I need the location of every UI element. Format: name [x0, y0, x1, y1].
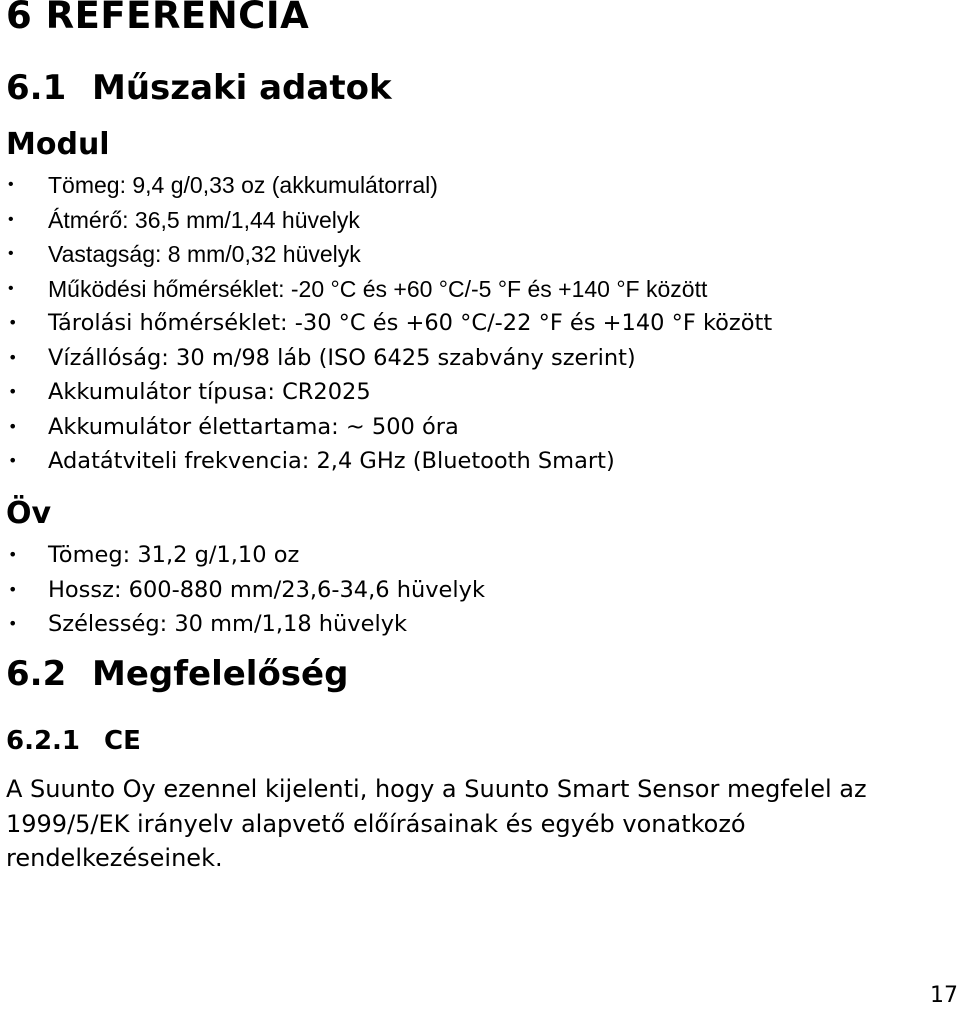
list-item: • Átmérő: 36,5 mm/1,44 hüvelyk [6, 203, 707, 238]
bullet-icon: • [8, 614, 18, 633]
list-item: • Adatátviteli frekvencia: 2,4 GHz (Bluetooth Smart) [6, 444, 772, 479]
bullet-icon: • [8, 451, 18, 470]
list-item: • Vastagság: 8 mm/0,32 hüvelyk [6, 237, 707, 272]
ov-heading: Öv [6, 496, 52, 531]
bullet-icon: • [8, 245, 14, 262]
section-6-2-1-heading [6, 726, 141, 756]
modul-heading: Modul [6, 127, 110, 162]
section-title: CE [104, 726, 141, 756]
page-number: 17 [930, 983, 958, 1008]
ce-declaration-text: A Suunto Oy ezennel kijelenti, hogy a Suunto Smart Sensor megfelel az 1999/5/EK irányelv alapvető előírásainak és egyéb vonatkozó rendelkezéseinek. [6, 775, 867, 872]
bullet-icon: • [8, 416, 18, 436]
list-item: • Akkumulátor típusa: CR2025 [6, 375, 772, 410]
list-item: • Tárolási hőmérséklet: -30 °C és +60 °C/-22 °F és +140 °F között [6, 306, 772, 341]
modul-spec-list-continued [6, 306, 772, 479]
bullet-icon: • [8, 545, 18, 564]
list-item: • Akkumulátor élettartama: ~ 500 óra [6, 410, 772, 445]
list-item: • Tömeg: 31,2 g/1,10 oz [6, 538, 485, 573]
section-6-2-heading [6, 654, 348, 694]
list-item: • Vízállóság: 30 m/98 láb (ISO 6425 szabvány szerint) [6, 341, 772, 376]
bullet-icon: • [8, 279, 14, 297]
list-item: • Hossz: 600-880 mm/23,6-34,6 hüvelyk [6, 573, 485, 608]
bullet-icon: • [8, 347, 18, 367]
ov-spec-list [6, 538, 485, 642]
list-item: • Működési hőmérséklet: -20 °C és +60 °C/-5 °F és +140 °F között [6, 272, 707, 307]
bullet-icon: • [8, 382, 18, 401]
chapter-title: 6 REFERENCIA [6, 0, 310, 37]
section-number: 6.1 [6, 68, 67, 108]
section-number: 6.2 [6, 654, 67, 694]
bullet-icon: • [8, 579, 18, 599]
section-title: Megfelelőség [92, 654, 349, 694]
section-number: 6.2.1 [6, 726, 81, 756]
bullet-icon: • [8, 176, 14, 193]
modul-spec-list [6, 168, 707, 306]
section-6-1-heading [6, 68, 392, 108]
list-item: • Tömeg: 9,4 g/0,33 oz (akkumulátorral) [6, 168, 707, 203]
bullet-icon: • [8, 210, 14, 228]
section-title: Műszaki adatok [92, 68, 392, 108]
list-item: • Szélesség: 30 mm/1,18 hüvelyk [6, 607, 485, 642]
bullet-icon: • [8, 313, 18, 332]
